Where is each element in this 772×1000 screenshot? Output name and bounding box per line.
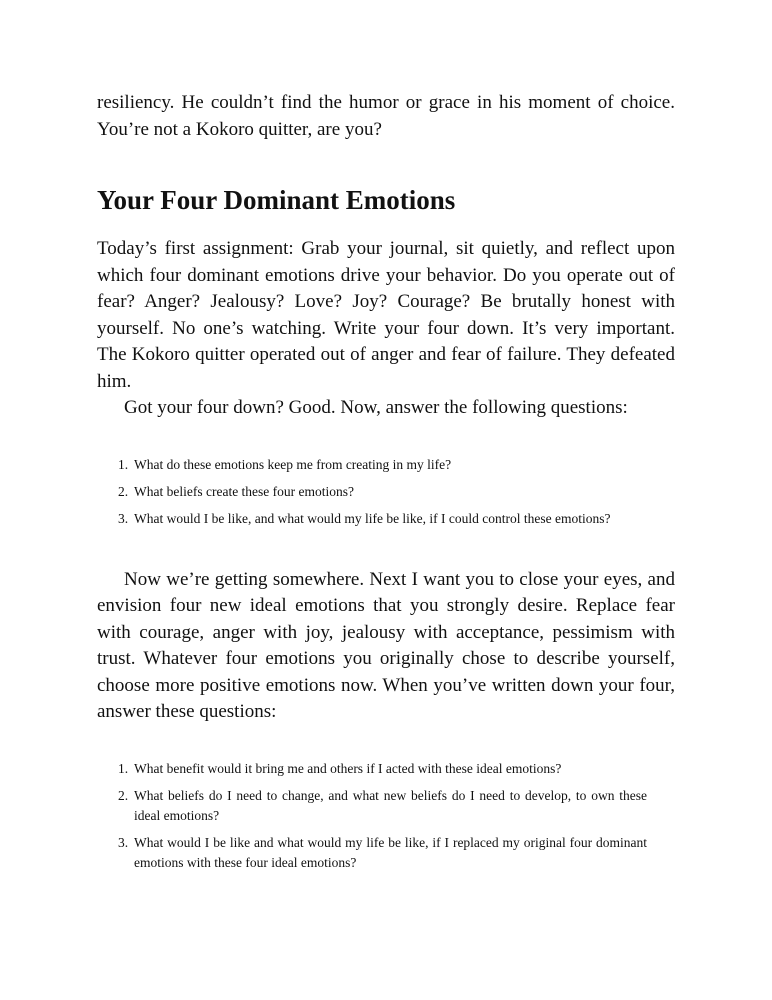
list-item-number: 3. [118,510,129,526]
document-page [97,90,675,880]
list-item [118,833,647,873]
list-item-text: What would I be like and what would my life be like, if I replaced my original four dominant emotions with these four ideal emotions? [134,834,647,870]
list-item-number: 1. [118,456,129,472]
list-item [118,455,647,475]
intro-paragraph: resiliency. He couldn’t find the humor or grace in his moment of choice. You’re not a Kokoro quitter, are you? [97,92,675,140]
list-item-number: 2. [118,787,129,803]
list-item-number: 2. [118,483,129,499]
list-item [118,786,647,826]
ideal-emotions-paragraph: Now we’re getting somewhere. Next I want you to close your eyes, and envision four new ideal emotions that you strongly desire. Replace fear with courage, anger with joy, jealousy with acceptance, pessimism with trust. Whatever four emotions you originally chose to describe yourself, choose more positive emotions now. When you’ve written down your four, answer these questions: [97,568,675,722]
list-item-text: What beliefs create these four emotions? [134,483,355,499]
list-item [118,482,647,502]
list-item [118,509,647,529]
list-item-text: What beliefs do I need to change, and what new beliefs do I need to develop, to own these ideal emotions? [134,787,647,823]
section-heading: Your Four Dominant Emotions [97,185,456,215]
list-item-number: 1. [118,760,129,776]
got-four-paragraph: Got your four down? Good. Now, answer the following questions: [124,397,628,418]
list-item [118,759,647,779]
list-item-text: What do these emotions keep me from creating in my life? [134,456,452,472]
list-item-text: What benefit would it bring me and others if I acted with these ideal emotions? [134,760,562,776]
list-item-text: What would I be like, and what would my life be like, if I could control these emotions? [134,510,611,526]
assignment-paragraph: Today’s first assignment: Grab your journal, sit quietly, and reflect upon which four dominant emotions drive your behavior. Do you operate out of fear? Anger? Jealousy? Love? Joy? Courage? Be brutally honest with yourself. No one’s watching. Write your four down. It’s very important. The Kokoro quitter operated out of anger and fear of failure. They defeated him. [97,238,675,392]
question-list-ideal [97,759,647,873]
question-list-dominant [97,455,647,529]
list-item-number: 3. [118,834,129,850]
